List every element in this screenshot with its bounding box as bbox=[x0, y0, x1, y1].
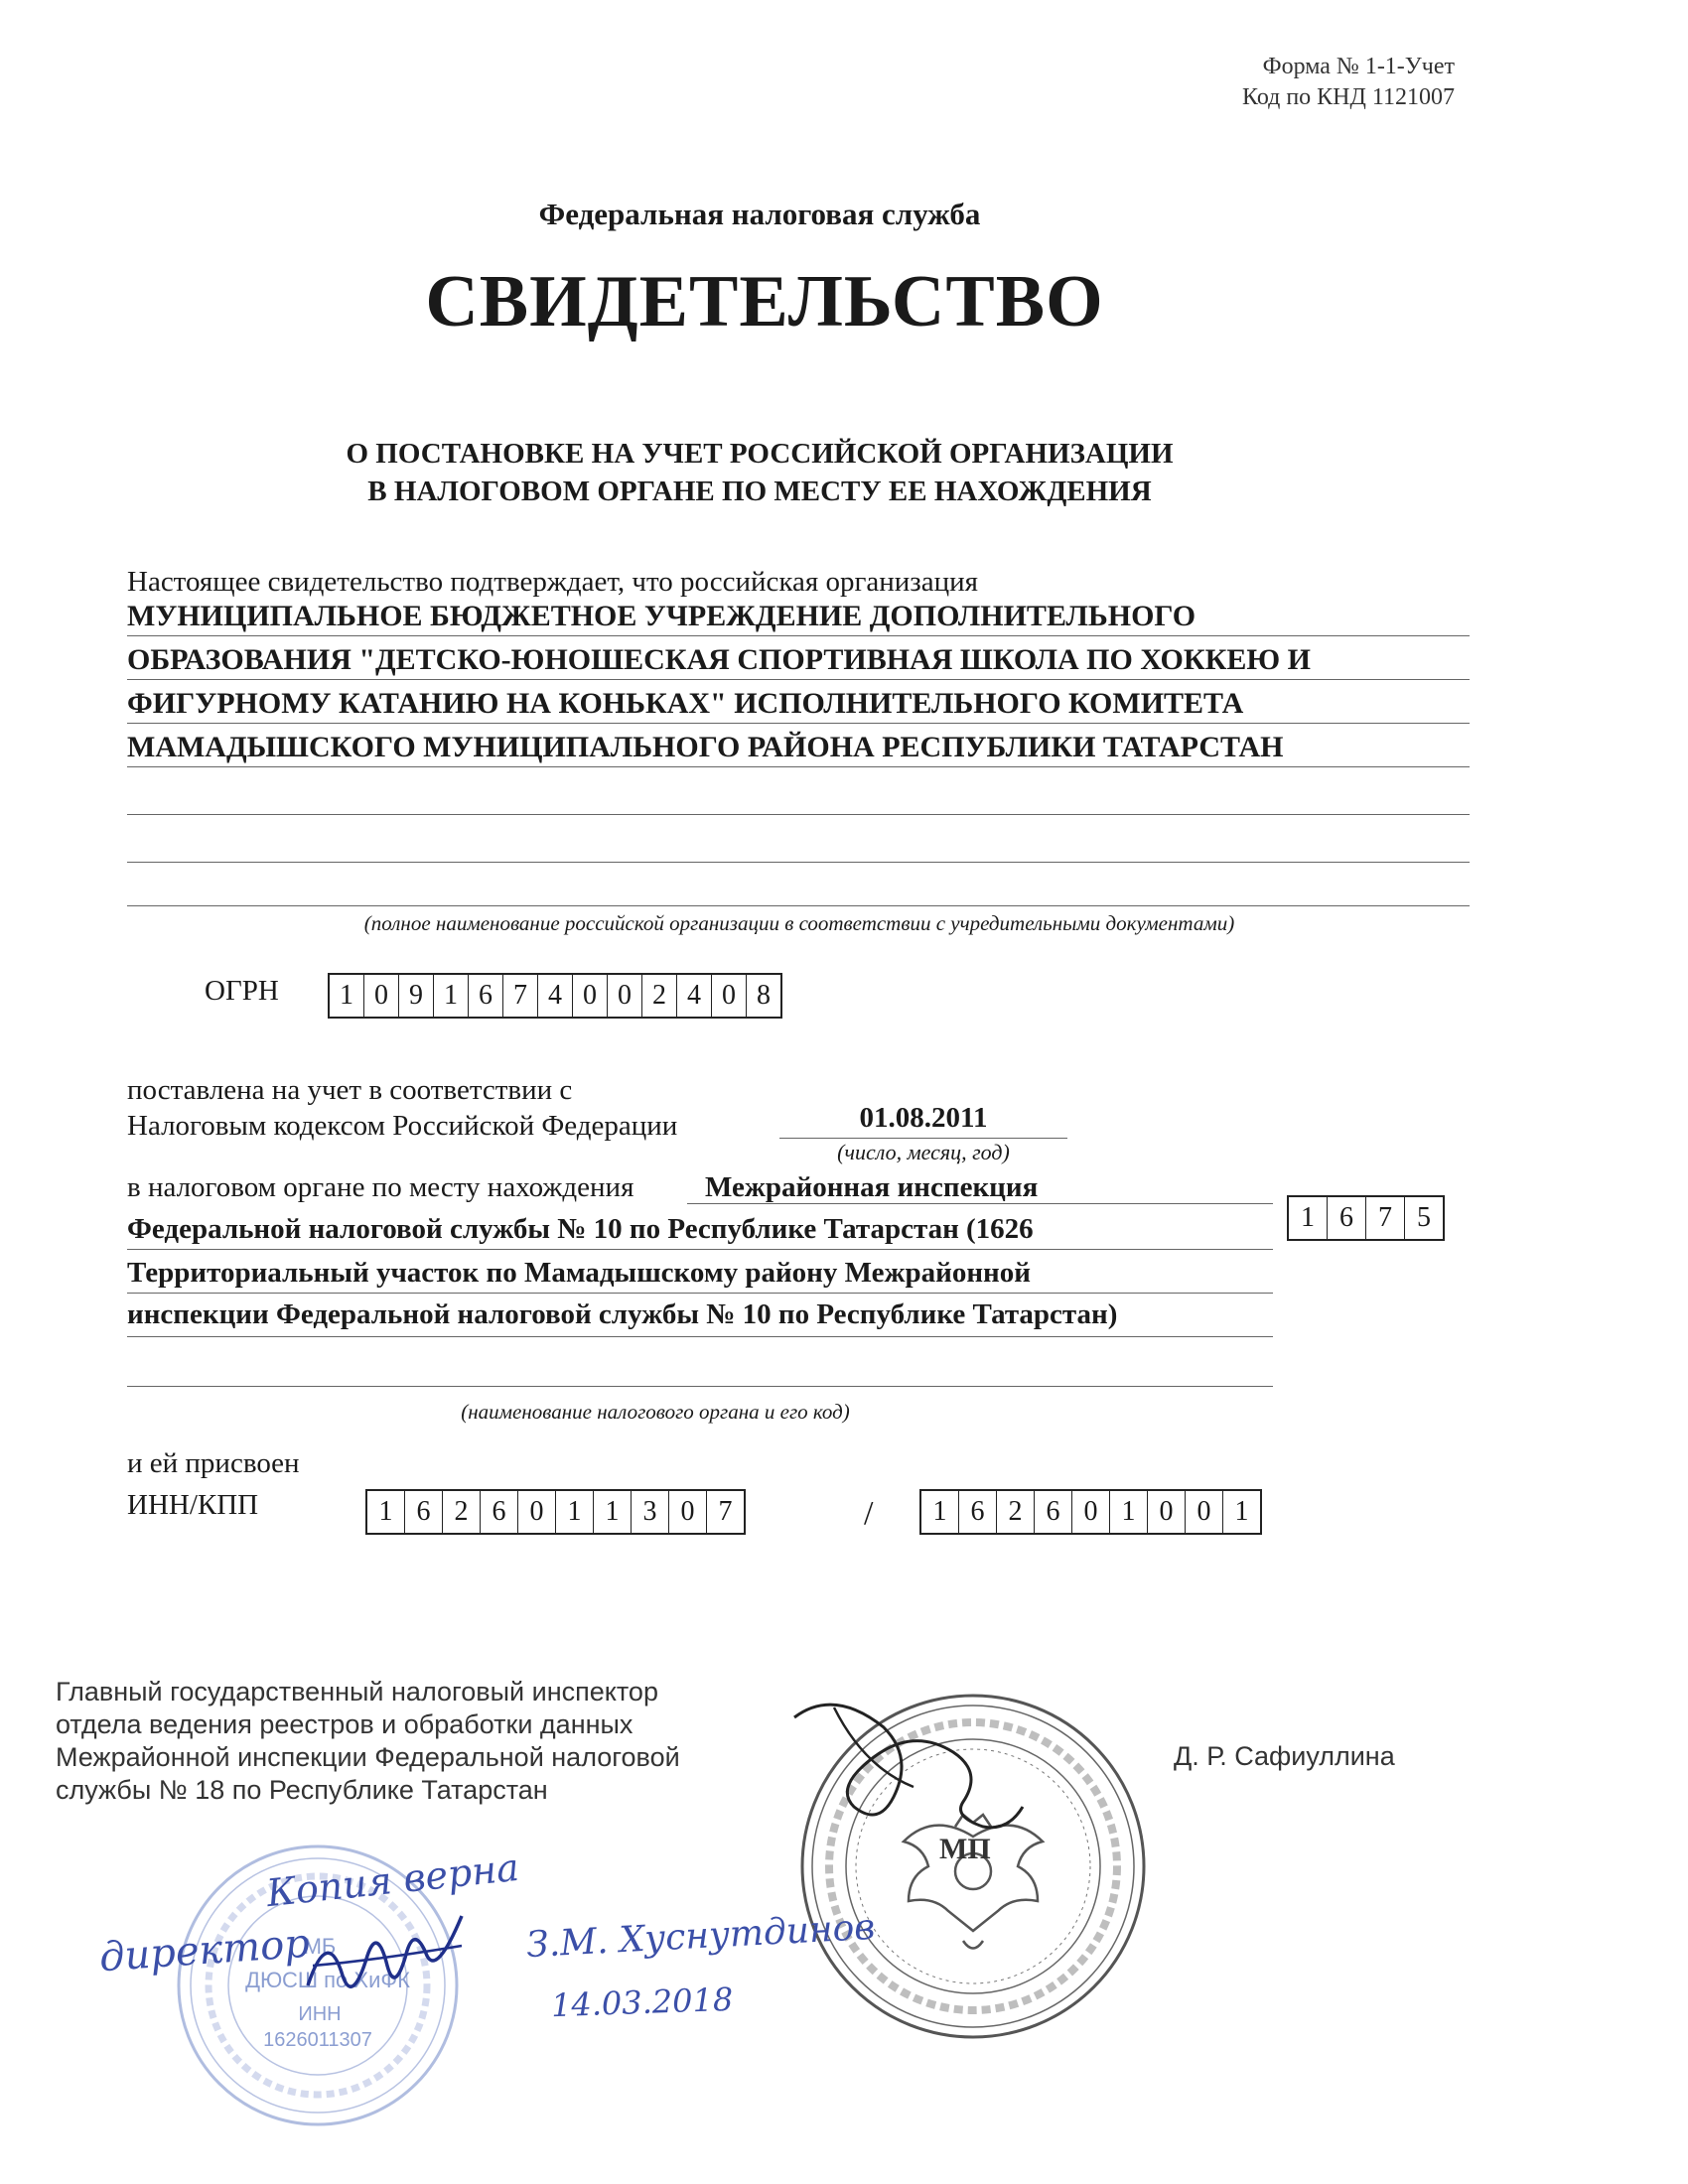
rule bbox=[127, 1249, 1273, 1250]
ogrn-digit: 2 bbox=[642, 975, 677, 1017]
ogrn-digit: 8 bbox=[757, 980, 771, 1011]
certification-date: 14.03.2018 bbox=[550, 1979, 734, 2025]
inn-digit: 1 bbox=[556, 1491, 594, 1533]
signatory-line-4: службы № 18 по Республике Татарстан bbox=[56, 1775, 548, 1805]
inspector-signature bbox=[774, 1688, 1033, 1837]
rule bbox=[127, 1293, 1273, 1294]
director-note: директор bbox=[97, 1920, 312, 1981]
organization-line-4: МАМАДЫШСКОГО МУНИЦИПАЛЬНОГО РАЙОНА РЕСПУБЛИКИ ТАТАРСТАН bbox=[127, 731, 1284, 763]
rule bbox=[127, 1386, 1273, 1387]
inn-digit: 2 bbox=[443, 1491, 481, 1533]
inn-digit: 7 bbox=[718, 1496, 733, 1527]
organization-line-2: ОБРАЗОВАНИЯ "ДЕТСКО-ЮНОШЕСКАЯ СПОРТИВНАЯ ШКОЛА ПО ХОККЕЮ И bbox=[127, 643, 1311, 676]
ogrn-label: ОГРН bbox=[205, 975, 279, 1007]
rule bbox=[127, 766, 1470, 767]
inn-digit: 6 bbox=[481, 1491, 518, 1533]
kpp-digit: 1 bbox=[1234, 1496, 1249, 1527]
intro-text: Настоящее свидетельство подтверждает, что российская организация bbox=[127, 566, 978, 598]
tax-authority-line-1: Межрайонная инспекция bbox=[705, 1171, 1039, 1203]
tax-code-digit: 5 bbox=[1417, 1202, 1431, 1233]
school-stamp-line-3: ИНН bbox=[298, 2003, 342, 2025]
inn-digit: 3 bbox=[632, 1491, 669, 1533]
kpp-digit: 1 bbox=[1110, 1491, 1148, 1533]
registration-text-2: Налоговым кодексом Российской Федерации bbox=[127, 1110, 678, 1142]
kpp-field bbox=[919, 1489, 1262, 1535]
inn-digit: 1 bbox=[594, 1491, 632, 1533]
inn-digit: 1 bbox=[367, 1491, 405, 1533]
inn-field bbox=[365, 1489, 746, 1535]
rule bbox=[127, 814, 1470, 815]
ogrn-digit: 4 bbox=[538, 975, 573, 1017]
document-subtitle bbox=[0, 435, 1519, 510]
document-title: СВИДЕТЕЛЬСТВО bbox=[425, 261, 1104, 342]
ogrn-digit: 0 bbox=[712, 975, 747, 1017]
signatory-line-3: Межрайонной инспекции Федеральной налоговой bbox=[56, 1742, 680, 1772]
director-signature bbox=[298, 1906, 477, 2015]
tax-code-digit: 1 bbox=[1289, 1197, 1328, 1239]
inn-digit: 0 bbox=[669, 1491, 707, 1533]
ogrn-digit: 1 bbox=[434, 975, 469, 1017]
form-number: Форма № 1-1-Учет bbox=[1262, 54, 1455, 79]
tax-code-digit: 6 bbox=[1328, 1197, 1366, 1239]
tax-authority-line-4: инспекции Федеральной налоговой службы № 10 по Республике Татарстан) bbox=[127, 1298, 1118, 1330]
copy-true-note: Копия верна bbox=[264, 1844, 521, 1916]
rule bbox=[127, 723, 1470, 724]
ogrn-field bbox=[328, 973, 782, 1019]
rule bbox=[779, 1138, 1067, 1139]
tax-authority-line-2: Федеральной налоговой службы № 10 по Республике Татарстан (1626 bbox=[127, 1213, 1034, 1245]
rule bbox=[127, 1336, 1273, 1337]
registration-date: 01.08.2011 bbox=[859, 1102, 988, 1134]
rule bbox=[687, 1203, 1273, 1204]
rule bbox=[127, 905, 1470, 906]
rule bbox=[127, 635, 1470, 636]
inn-kpp-separator: / bbox=[864, 1495, 874, 1532]
stamp-place-label: МП bbox=[939, 1833, 991, 1865]
form-number-block bbox=[1172, 52, 1455, 113]
tax-authority-prefix: в налоговом органе по месту нахождения bbox=[127, 1171, 634, 1203]
signatory-block bbox=[56, 1676, 680, 1807]
ogrn-digit: 0 bbox=[608, 975, 642, 1017]
organization-line-3: ФИГУРНОМУ КАТАНИЮ НА КОНЬКАХ" ИСПОЛНИТЕЛЬНОГО КОМИТЕТА bbox=[127, 687, 1244, 720]
ogrn-digit: 9 bbox=[399, 975, 434, 1017]
kpp-digit: 2 bbox=[997, 1491, 1035, 1533]
signatory-line-1: Главный государственный налоговый инспектор bbox=[56, 1677, 658, 1706]
school-stamp-line-2: ДЮСШ по ХиФК bbox=[245, 1968, 410, 1992]
ogrn-digit: 0 bbox=[364, 975, 399, 1017]
subtitle-line-1: О ПОСТАНОВКЕ НА УЧЕТ РОССИЙСКОЙ ОРГАНИЗАЦИИ bbox=[346, 438, 1174, 470]
inn-kpp-label: ИНН/КПП bbox=[127, 1489, 259, 1521]
tax-code-digit: 7 bbox=[1366, 1197, 1405, 1239]
certifier-name: З.М. Хуснутдинов bbox=[525, 1906, 877, 1967]
organization-caption: (полное наименование российской организации в соответствии с учредительными документами) bbox=[363, 911, 1235, 935]
subtitle-line-2: В НАЛОГОВОМ ОРГАНЕ ПО МЕСТУ ЕЕ НАХОЖДЕНИЯ bbox=[367, 476, 1152, 507]
inn-digit: 0 bbox=[518, 1491, 556, 1533]
kpp-digit: 0 bbox=[1186, 1491, 1223, 1533]
ogrn-digit: 1 bbox=[330, 975, 364, 1017]
registration-text-1: поставлена на учет в соответствии с bbox=[127, 1074, 573, 1106]
kpp-digit: 0 bbox=[1148, 1491, 1186, 1533]
inn-digit: 6 bbox=[405, 1491, 443, 1533]
knd-code: Код по КНД 1121007 bbox=[1242, 84, 1455, 110]
kpp-digit: 6 bbox=[959, 1491, 997, 1533]
ogrn-digit: 7 bbox=[503, 975, 538, 1017]
ogrn-digit: 0 bbox=[573, 975, 608, 1017]
rule bbox=[127, 862, 1470, 863]
tax-authority-caption: (наименование налогового органа и его код) bbox=[461, 1400, 850, 1424]
tax-authority-code-field bbox=[1287, 1195, 1445, 1241]
school-stamp-line-4: 1626011307 bbox=[263, 2029, 372, 2051]
kpp-digit: 1 bbox=[921, 1491, 959, 1533]
kpp-digit: 0 bbox=[1072, 1491, 1110, 1533]
signatory-line-2: отдела ведения реестров и обработки данных bbox=[56, 1709, 633, 1739]
date-caption: (число, месяц, год) bbox=[837, 1140, 1010, 1164]
organization-line-1: МУНИЦИПАЛЬНОЕ БЮДЖЕТНОЕ УЧРЕЖДЕНИЕ ДОПОЛНИТЕЛЬНОГО bbox=[127, 600, 1196, 632]
signatory-name: Д. Р. Сафиуллина bbox=[1174, 1741, 1395, 1771]
tax-authority-line-3: Территориальный участок по Мамадышскому району Межрайонной bbox=[127, 1257, 1031, 1289]
rule bbox=[127, 679, 1470, 680]
agency-name: Федеральная налоговая служба bbox=[538, 197, 981, 231]
school-stamp-line-1: МБ bbox=[303, 1934, 337, 1959]
ogrn-digit: 4 bbox=[677, 975, 712, 1017]
ogrn-digit: 6 bbox=[469, 975, 503, 1017]
assigned-text: и ей присвоен bbox=[127, 1447, 300, 1479]
kpp-digit: 6 bbox=[1035, 1491, 1072, 1533]
